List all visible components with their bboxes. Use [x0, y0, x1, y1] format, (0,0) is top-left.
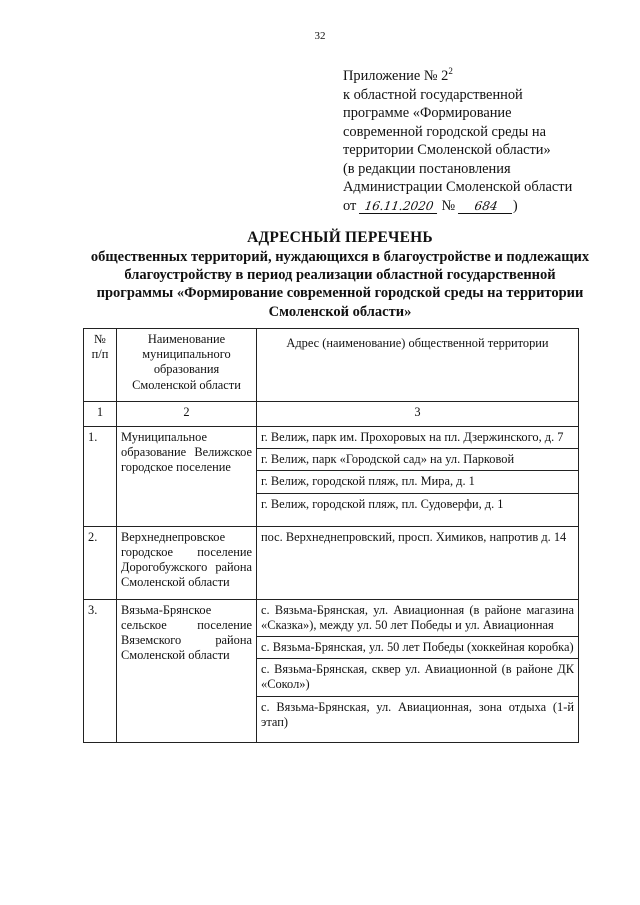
table-row: [84, 599, 579, 636]
row-address: г. Велиж, городской пляж, пл. Мира, д. 1: [257, 471, 579, 493]
handwritten-number: 684: [458, 199, 514, 214]
appendix-line: программе «Формирование: [343, 105, 512, 121]
row-address: с. Вязьма-Брянская, сквер ул. Авиационной (в районе ДК «Сокол»): [257, 659, 579, 696]
date-prefix: от: [343, 197, 357, 214]
row-address: пос. Верхнеднепровский, просп. Химиков, напротив д. 14: [257, 526, 579, 599]
row-number: 3.: [84, 599, 117, 742]
index-cell: 3: [257, 402, 579, 427]
appendix-line: (в редакции постановления: [343, 160, 511, 177]
address-list-table: [83, 328, 579, 743]
appendix-title-superscript: 2: [448, 66, 453, 76]
row-address: с. Вязьма-Брянская, ул. Авиационная, зона отдыха (1-й этап): [257, 696, 579, 742]
closing-paren: ): [512, 197, 518, 214]
document-heading: [90, 228, 590, 321]
table-row: [84, 427, 579, 449]
row-address: г. Велиж, городской пляж, пл. Судоверфи, д. 1: [257, 493, 579, 526]
appendix-block: [343, 62, 593, 215]
page-number: 32: [314, 30, 326, 42]
number-sign: №: [441, 197, 456, 214]
row-address: г. Велиж, парк «Городской сад» на ул. Парковой: [257, 449, 579, 471]
row-number: 2.: [84, 526, 117, 599]
table-index-row: [84, 402, 579, 427]
row-municipality: Верхнеднепровское городское поселение Дорогобужского района Смоленской области: [117, 526, 257, 599]
appendix-title: Приложение № 2: [343, 68, 449, 84]
index-cell: 1: [84, 402, 117, 427]
heading-sub: общественных территорий, нуждающихся в благоустройстве и подлежащих благоустройству в период реализации областной государственной программы «Формирование современной городской среды на территории Смоленской области»: [90, 249, 590, 320]
row-municipality: Муниципальное образование Велижское городское поселение: [117, 427, 257, 527]
appendix-line: Администрации Смоленской области: [343, 179, 573, 195]
row-address: с. Вязьма-Брянская, ул. 50 лет Победы (хоккейная коробка): [257, 637, 579, 659]
index-cell: 2: [117, 402, 257, 427]
heading-main: АДРЕСНЫЙ ПЕРЕЧЕНЬ: [247, 229, 433, 246]
appendix-line: территории Смоленской области»: [343, 142, 551, 158]
appendix-title-line: [343, 62, 593, 86]
row-number: 1.: [84, 427, 117, 527]
table-row: [84, 526, 579, 599]
appendix-line: современной городской среды на: [343, 123, 546, 140]
header-municipality: Наименование муниципального образования Смоленской области: [117, 329, 257, 402]
row-address: г. Велиж, парк им. Прохоровых на пл. Дзержинского, д. 7: [257, 427, 579, 449]
header-num: № п/п: [84, 329, 117, 402]
table-header-row: [84, 329, 579, 402]
header-address: Адрес (наименование) общественной территории: [257, 329, 579, 402]
appendix-line: к областной государственной: [343, 86, 523, 103]
appendix-date-line: [343, 197, 593, 216]
row-address: с. Вязьма-Брянская, ул. Авиационная (в районе магазина «Сказка»), между ул. 50 лет Победы и ул. Авиационная: [257, 599, 579, 636]
row-municipality: Вязьма-Брянское сельское поселение Вяземского района Смоленской области: [117, 599, 257, 742]
handwritten-date: 16.11.2020: [359, 199, 439, 214]
